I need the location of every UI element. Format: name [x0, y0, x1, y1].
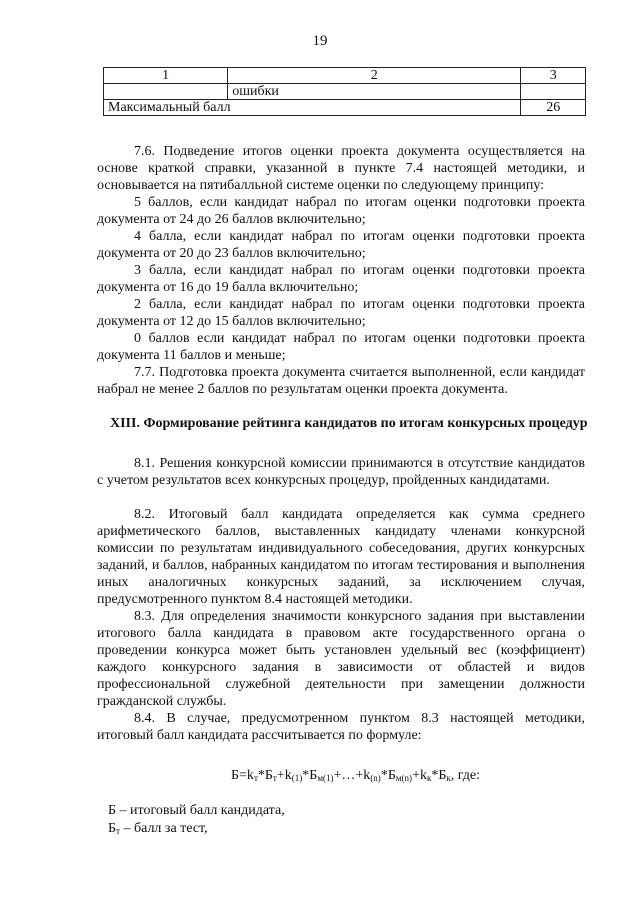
- formula-part: *Б: [380, 768, 396, 783]
- formula-sub: т: [253, 773, 258, 783]
- paragraph-8-1: 8.1. Решения конкурсной комиссии принимаются в отсутствие кандидатов с учетом результатов всех конкурсных процедур, пройденных кандидатами.: [97, 456, 585, 488]
- rating-formula: [231, 768, 480, 784]
- section-heading: XIII. Формирование рейтинга кандидатов по итогам конкурсных процедур: [110, 416, 588, 431]
- legend-text: – балл за тест,: [119, 821, 208, 836]
- page-number: 19: [312, 33, 328, 49]
- paragraph-8-3: 8.3. Для определения значимости конкурсного задания при выставлении итогового балла кандидата в правовом акте государственного органа о проведении конкурса может быть установлен удельный вес (коэффициент) каждого конкурсного задания в зависимости от областей и видов профессиональной служебной деятельности при замещении должности гражданской службы.: [97, 609, 585, 709]
- score-table: [103, 67, 586, 116]
- paragraph-8-2: 8.2. Итоговый балл кандидата определяется как сумма среднего арифметического баллов, выставленных кандидату членами конкурсной комиссии по результатам индивидуального собеседования, других конкурсных заданий, и баллов, набранных кандидатом по итогам тестирования и выполнения иных аналогичных конкурсных заданий, за исключением случая, предусмотренного пунктом 8.4 настоящей методики.: [97, 507, 585, 607]
- formula-sub: к: [446, 773, 451, 783]
- table-header-cell: 3: [521, 68, 586, 84]
- formula-part: *Б: [257, 768, 273, 783]
- formula-part: *Б: [302, 768, 318, 783]
- table-cell: [521, 84, 586, 100]
- table-header-cell: 2: [228, 68, 521, 84]
- formula-sub: (n): [370, 773, 381, 783]
- formula-sub: м(n): [395, 773, 413, 783]
- legend-line: Б – итоговый балл кандидата,: [108, 803, 285, 818]
- legend-sub: т: [116, 826, 120, 836]
- max-score-value: 26: [521, 100, 586, 116]
- legend-line: [108, 821, 208, 837]
- formula-part: +k: [276, 768, 292, 783]
- paragraph-8-4: 8.4. В случае, предусмотренном пунктом 8.3 настоящей методики, итоговый балл кандидата рассчитывается по формуле:: [97, 711, 585, 743]
- formula-sub: т: [272, 773, 277, 783]
- score-rule: 3 балла, если кандидат набрал по итогам оценки подготовки проекта документа от 16 до 19 балла включительно;: [97, 263, 585, 295]
- formula-sub: (1): [291, 773, 303, 783]
- table-header-row: [104, 68, 586, 84]
- table-header-cell: 1: [104, 68, 228, 84]
- formula-part: *Б: [431, 768, 447, 783]
- formula-part: +k: [412, 768, 427, 783]
- max-score-label: Максимальный балл: [104, 100, 521, 116]
- score-rule: 5 баллов, если кандидат набрал по итогам оценки подготовки проекта документа от 24 до 26 баллов включительно;: [97, 195, 585, 227]
- formula-part: +…+k: [333, 768, 371, 783]
- formula-part: , где:: [450, 768, 481, 783]
- table-cell: ошибки: [228, 84, 521, 100]
- legend-symbol: Б: [108, 821, 117, 836]
- score-rule: 2 балла, если кандидат набрал по итогам оценки подготовки проекта документа от 12 до 15 баллов включительно;: [97, 297, 585, 329]
- score-rule: 4 балла, если кандидат набрал по итогам оценки подготовки проекта документа от 20 до 23 баллов включительно;: [97, 229, 585, 261]
- table-row: [104, 100, 586, 116]
- table-row: [104, 84, 586, 100]
- formula-part: Б=k: [231, 768, 254, 783]
- formula-sub: к: [426, 773, 432, 783]
- paragraph-7-6: 7.6. Подведение итогов оценки проекта документа осуществляется на основе краткой справки, указанной в пункте 7.4 настоящей методики, и основывается на пятибалльной системе оценки по следующему принципу:: [97, 144, 585, 193]
- table-cell: [104, 84, 228, 100]
- score-rule: 0 баллов если кандидат набрал по итогам оценки подготовки проекта документа 11 баллов и меньше;: [97, 331, 585, 363]
- formula-sub: м(1): [317, 773, 334, 783]
- paragraph-7-7: 7.7. Подготовка проекта документа считается выполненной, если кандидат набрал не менее 2 баллов по результатам оценки проекта документа.: [97, 365, 585, 397]
